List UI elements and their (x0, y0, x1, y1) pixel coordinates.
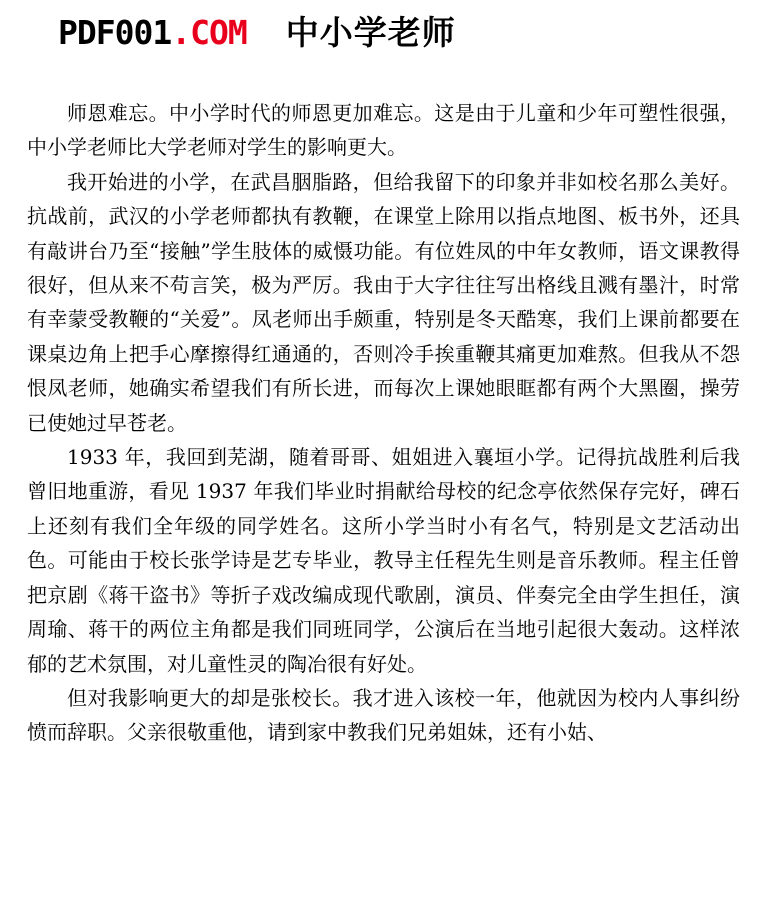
paragraph-1: 师恩难忘。中小学时代的师恩更加难忘。这是由于儿童和少年可塑性很强，中小学老师比大学老师对学生的影响更大。 (27, 101, 740, 160)
logo-text-pdf001: PDF001 (58, 12, 172, 52)
paragraph-3: 1933 年，我回到芜湖，随着哥哥、姐姐进入襄垣小学。记得抗战胜利后我曾旧地重游，看见 1937 年我们毕业时捐献给母校的纪念亭依然保存完好，碑石上还刻有我们全年级的同学姓名。这所小学当时小有名气，特别是文艺活动出色。可能由于校长张学诗是艺专毕业，教导主任程先生则是音乐教师。程主任曾把京剧《蒋干盗书》等折子戏改编成现代歌剧，演员、伴奏完全由学生担任，演周瑜、蒋干的两位主角都是我们同班同学，公演后在当地引起很大轰动。这样浓郁的艺术氛围，对儿童性灵的陶冶很有好处。 (27, 445, 740, 676)
logo-text-com: .COM (171, 12, 247, 52)
document-body (27, 96, 740, 750)
document-title: 中小学老师 (285, 12, 456, 52)
paragraph-4: 但对我影响更大的却是张校长。我才进入该校一年，他就因为校内人事纠纷愤而辞职。父亲很敬重他，请到家中教我们兄弟姐妹，还有小姑、 (27, 685, 740, 745)
site-logo (58, 13, 247, 53)
page-header (58, 12, 456, 52)
paragraph-2: 我开始进的小学，在武昌胭脂路，但给我留下的印象并非如校名那么美好。抗战前，武汉的小学老师都执有教鞭，在课堂上除用以指点地图、板书外，还具有敲讲台乃至“接触”学生肢体的威慑功能。有位姓凤的中年女教师，语文课教得很好，但从来不苟言笑，极为严厉。我由于大字往往写出格线且溅有墨汁，时常有幸蒙受教鞭的“关爱”。凤老师出手颇重，特别是冬天酷寒，我们上课前都要在课桌边角上把手心摩擦得红通通的，否则冷手挨重鞭其痛更加难熬。但我从不怨恨凤老师，她确实希望我们有所长进，而每次上课她眼眶都有两个大黑圈，操劳已使她过早苍老。 (27, 169, 740, 435)
